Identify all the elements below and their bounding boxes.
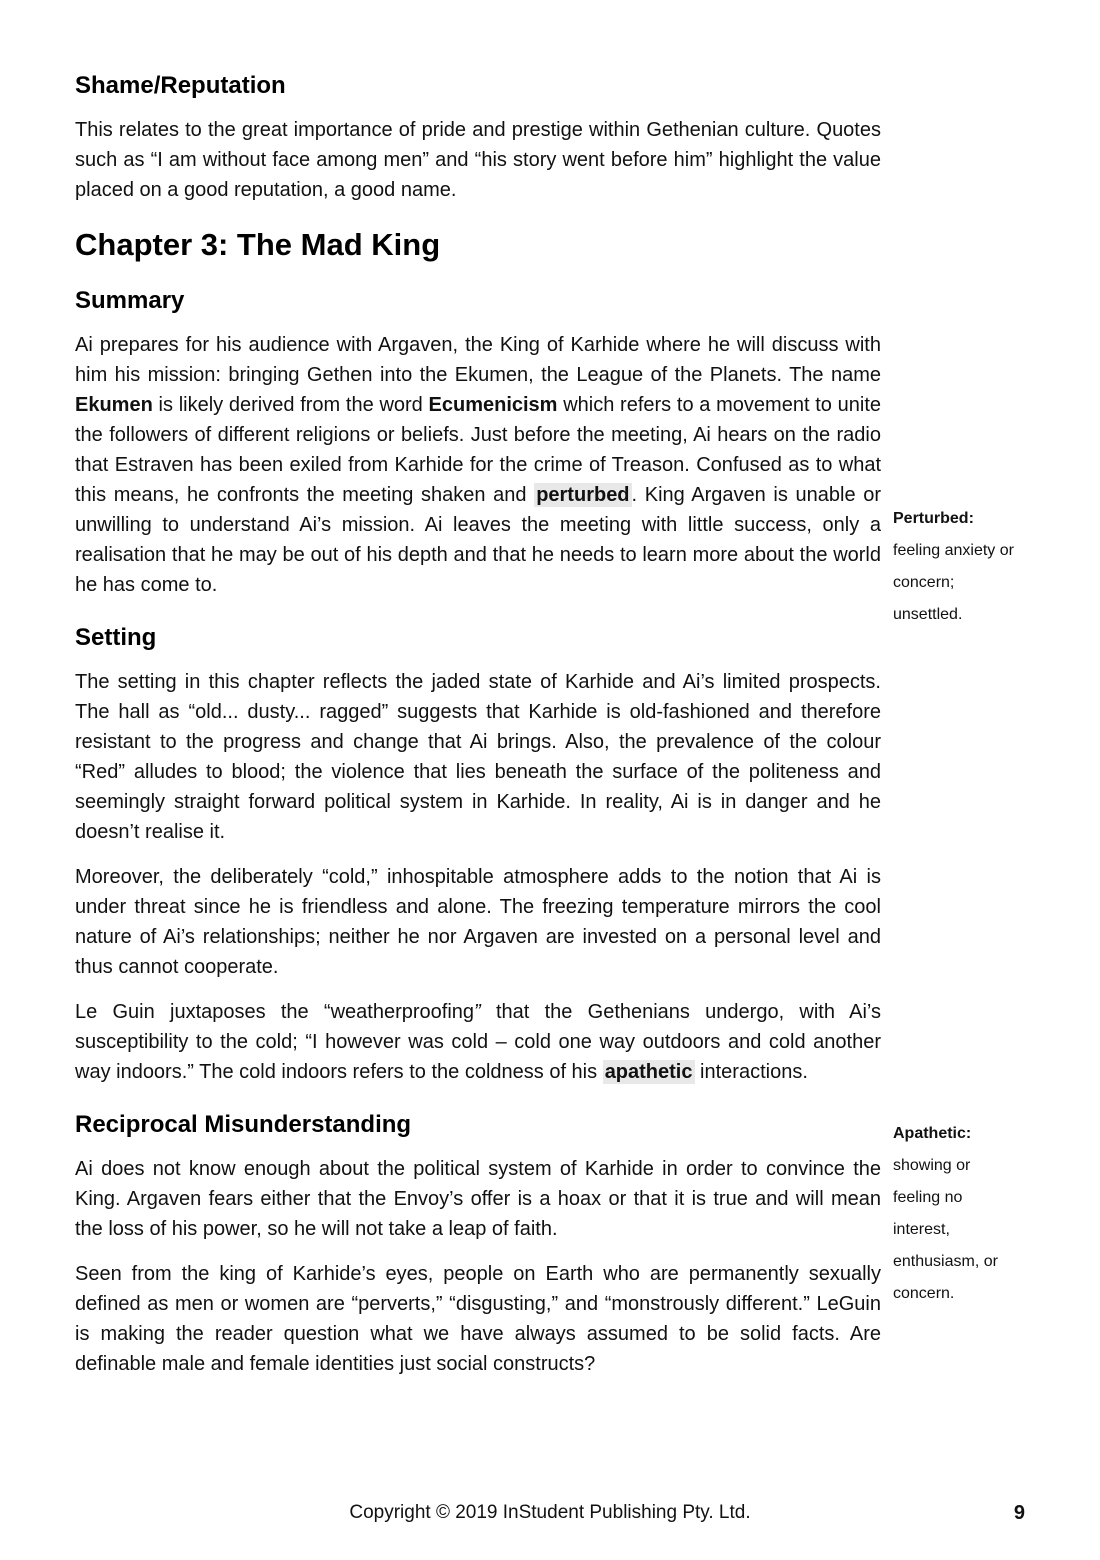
highlighted-term: perturbed [536,484,630,506]
section-heading-shame-reputation: Shame/Reputation [75,72,286,99]
margin-note-definition: showing or feeling no interest, enthusiasm, or concern. [893,1157,998,1302]
highlighted-term: apathetic [604,1061,693,1083]
main-text-column [75,72,881,1379]
text-segment: ” [474,1001,481,1023]
text-segment: interactions. [694,1061,808,1083]
section-heading-setting: Setting [75,624,157,651]
margin-note-perturbed [893,503,1021,631]
chapter-title: Chapter 3: The Mad King [75,227,441,262]
text-segment: is likely derived from the word [152,394,429,416]
paragraph-moreover: Moreover, the deliberately “cold,” inhospitable atmosphere adds to the notion that Ai is under threat since he is friendless and alone. The freezing temperature mirrors the cool nature of Ai’s relationships; neither he nor Argaven are invested on a personal level and thus cannot cooperate. [75,866,881,978]
text-segment: Ai prepares for his audience with Argaven, the King of Karhide where he will discuss with him his mission: bringing Gethen into the Ekumen, the League of the Planets. The name [75,334,881,386]
paragraph-leguin-juxtaposition [75,997,881,1087]
paragraph-setting: The setting in this chapter reflects the jaded state of Karhide and Ai’s limited prospects. The hall as “old... dusty... ragged” suggests that Karhide is old-fashioned and therefore resistant to the progress and change that Ai brings. Also, the prevalence of the colour “Red” alludes to blood; the violence that lies beneath the surface of the politeness and seemingly straight forward political system in Karhide. In reality, Ai is in danger and he doesn’t realise it. [75,671,881,843]
paragraph-shame-reputation: This relates to the great importance of pride and prestige within Gethenian culture. Quotes such as “I am without face among men” and “his story went before him” highlight the value placed on a good reputation, a good name. [75,119,881,201]
section-heading-summary: Summary [75,287,185,314]
page-footer [0,1502,1100,1532]
paragraph-seen-from-king: Seen from the king of Karhide’s eyes, people on Earth who are permanently sexually defined as men or women are “perverts,” “disgusting,” and “monstrously different.” LeGuin is making the reader question what we have always assumed to be solid facts. Are definable male and female identities just social constructs? [75,1263,881,1375]
paragraph-reciprocal-political: Ai does not know enough about the political system of Karhide in order to convince the King. Argaven fears either that the Envoy’s offer is a hoax or that it is true and will mean the loss of his power, so he will not take a leap of faith. [75,1158,881,1240]
margin-note-apathetic [893,1118,1015,1310]
footer-copyright: Copyright © 2019 InStudent Publishing Pty. Ltd. [349,1502,751,1523]
paragraph-summary [75,330,881,600]
margin-note-definition: feeling anxiety or concern; unsettled. [893,542,1014,623]
text-segment: Ekumen [75,394,153,416]
text-segment: that the Gethenians undergo, with Ai’s susceptibility to the cold; “I however was cold – cold one way outdoors and cold another way indoors.” The cold indoors refers to the coldness of his [75,1001,881,1083]
margin-note-term: Apathetic: [893,1125,972,1142]
section-heading-reciprocal-misunderstanding: Reciprocal Misunderstanding [75,1111,412,1138]
text-segment: . King Argaven is unable or unwilling to understand Ai’s mission. Ai leaves the meeting with little success, only a realisation that he may be out of his depth and that he needs to learn more about the world he has come to. [75,484,882,596]
text-segment: which refers to a movement to unite the followers of different religions or beliefs. Just before the meeting, Ai hears on the radio that Estraven has been exiled from Karhide for the crime of Treason. Confused as to what this means, he confronts the meeting shaken and [75,394,881,506]
margin-note-term: Perturbed: [893,510,974,527]
text-segment: Ecumenicism [428,394,558,416]
text-segment: Le Guin juxtaposes the “weatherproofing [75,1001,475,1023]
page-number: 9 [1013,1502,1025,1524]
